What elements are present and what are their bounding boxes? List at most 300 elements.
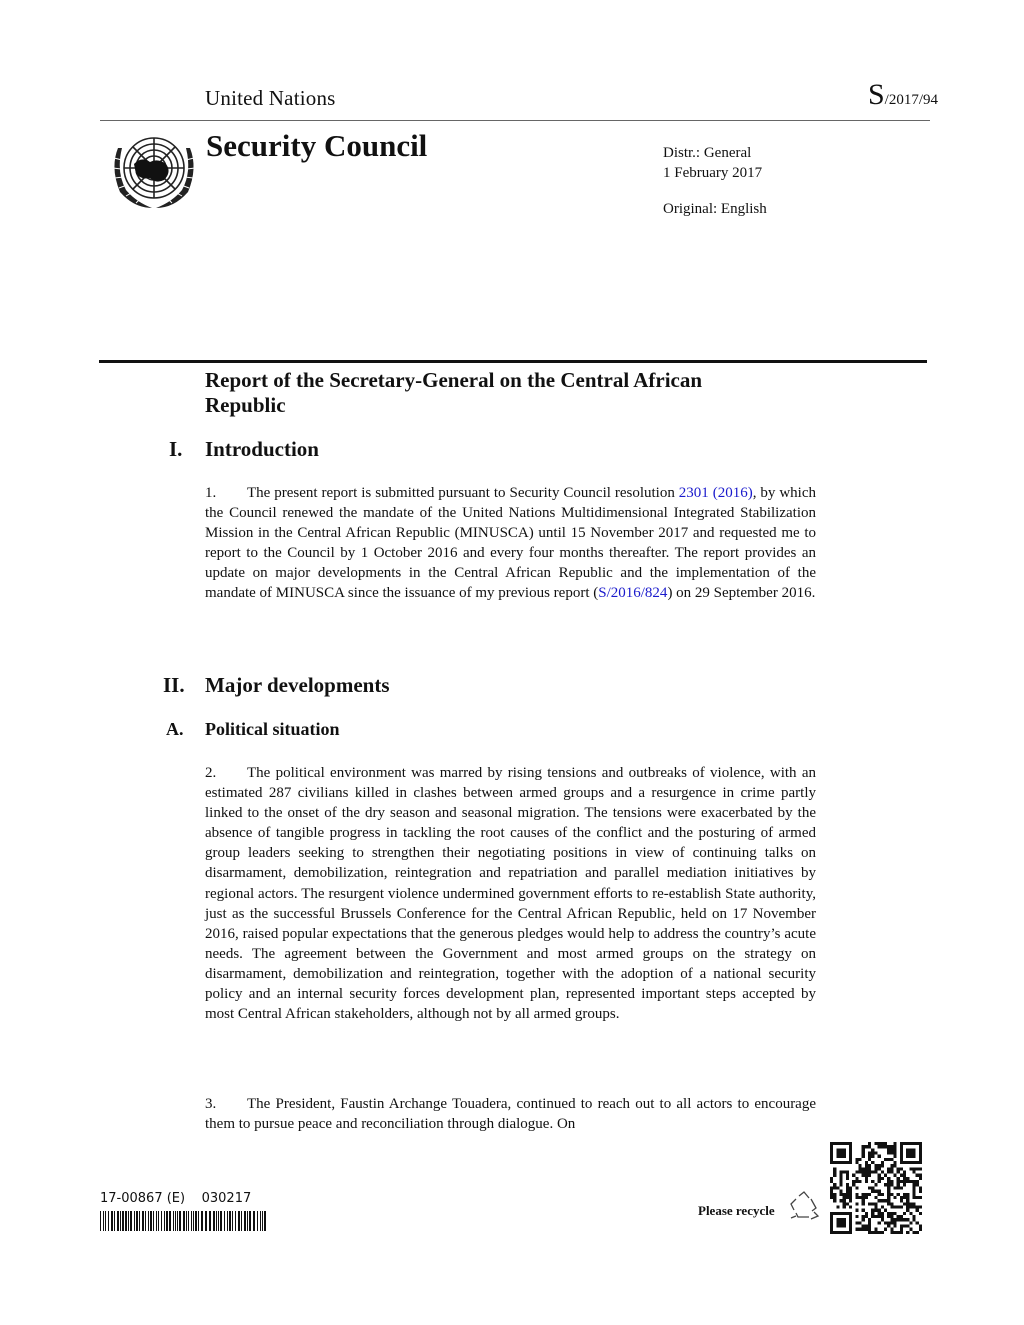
barcode-bar <box>193 1211 194 1231</box>
qr-module <box>865 1167 868 1170</box>
qr-module <box>855 1228 858 1231</box>
qr-module <box>878 1180 881 1183</box>
qr-module <box>881 1193 884 1196</box>
qr-module <box>865 1193 868 1196</box>
qr-module <box>865 1161 868 1164</box>
qr-module <box>919 1167 922 1170</box>
qr-module <box>893 1142 896 1145</box>
qr-module <box>849 1190 852 1193</box>
barcode-bar <box>153 1211 154 1231</box>
qr-module <box>900 1180 903 1183</box>
barcode-bar <box>128 1211 129 1231</box>
barcode-bar <box>188 1211 189 1231</box>
qr-module <box>909 1205 912 1208</box>
qr-module <box>919 1228 922 1231</box>
qr-module <box>840 1174 843 1177</box>
distribution: Distr.: General <box>663 145 752 161</box>
qr-module <box>903 1218 906 1221</box>
barcode-bar <box>227 1211 228 1231</box>
paragraph-text: ) on 29 September 2016. <box>667 585 816 602</box>
barcode-bar <box>257 1211 258 1231</box>
qr-module <box>906 1180 909 1183</box>
qr-module <box>897 1171 900 1174</box>
paragraph-3 <box>205 1094 816 1134</box>
barcode-bar <box>186 1211 187 1231</box>
qr-module <box>887 1148 890 1151</box>
qr-module <box>887 1199 890 1202</box>
qr-module <box>912 1171 915 1174</box>
qr-module <box>855 1161 858 1164</box>
qr-module <box>871 1209 874 1212</box>
paragraph-text: The present report is submitted pursuant to Security Council resolution <box>247 485 679 501</box>
barcode-bar <box>177 1211 178 1231</box>
barcode-bar <box>241 1211 242 1231</box>
qr-module <box>874 1205 877 1208</box>
qr-module <box>868 1202 871 1205</box>
qr-module <box>884 1228 887 1231</box>
qr-module <box>862 1228 865 1231</box>
qr-module <box>874 1196 877 1199</box>
qr-module <box>903 1180 906 1183</box>
barcode-bar <box>244 1211 246 1231</box>
qr-module <box>916 1183 919 1186</box>
qr-module <box>887 1186 890 1189</box>
barcode-bar <box>100 1211 101 1231</box>
qr-module <box>900 1174 903 1177</box>
qr-module <box>865 1196 868 1199</box>
previous-report-link[interactable]: S/2016/824 <box>598 585 668 602</box>
qr-module <box>868 1231 871 1234</box>
qr-module <box>893 1205 896 1208</box>
barcode-bar <box>145 1211 146 1231</box>
qr-module <box>871 1186 874 1189</box>
qr-module <box>890 1164 893 1167</box>
barcode-icon <box>100 1211 270 1231</box>
qr-module <box>890 1231 893 1234</box>
barcode-bar <box>235 1211 236 1231</box>
paragraph-text: The President, Faustin Archange Touadera, continued to reach out to all actors to encourage them to pursue peace and reconciliation through dialogue. On <box>205 1096 816 1133</box>
barcode-bar <box>164 1211 165 1231</box>
qr-module <box>846 1183 849 1186</box>
barcode-bar <box>120 1211 121 1231</box>
qr-module <box>900 1224 903 1227</box>
qr-module <box>862 1193 865 1196</box>
qr-module <box>862 1171 865 1174</box>
qr-module <box>865 1180 868 1183</box>
qr-module <box>846 1196 849 1199</box>
qr-module <box>906 1177 909 1180</box>
qr-module <box>855 1202 858 1205</box>
qr-module <box>919 1186 922 1189</box>
qr-module <box>916 1196 919 1199</box>
barcode-bar <box>103 1211 104 1231</box>
qr-module <box>871 1171 874 1174</box>
qr-module <box>855 1180 858 1183</box>
qr-module <box>903 1224 906 1227</box>
qr-module <box>855 1196 858 1199</box>
qr-module <box>859 1196 862 1199</box>
qr-module <box>871 1215 874 1218</box>
qr-module <box>890 1228 893 1231</box>
qr-module <box>884 1183 887 1186</box>
qr-module <box>887 1145 890 1148</box>
paragraph-2 <box>205 763 816 1024</box>
qr-module <box>884 1199 887 1202</box>
qr-module <box>890 1167 893 1170</box>
qr-module <box>871 1155 874 1158</box>
qr-module <box>840 1183 843 1186</box>
qr-module <box>855 1193 858 1196</box>
qr-module <box>887 1196 890 1199</box>
qr-module <box>874 1142 877 1145</box>
qr-module <box>881 1212 884 1215</box>
qr-module <box>919 1190 922 1193</box>
qr-module <box>887 1221 890 1224</box>
qr-module <box>906 1193 909 1196</box>
qr-module <box>912 1205 915 1208</box>
barcode-bar <box>150 1211 152 1231</box>
qr-module <box>906 1224 909 1227</box>
qr-module <box>843 1205 846 1208</box>
recycle-label: Please recycle <box>698 1203 775 1218</box>
qr-module <box>843 1193 846 1196</box>
qr-module <box>862 1174 865 1177</box>
barcode-bar <box>216 1211 217 1231</box>
qr-module <box>912 1196 915 1199</box>
qr-module <box>846 1177 849 1180</box>
qr-module <box>878 1221 881 1224</box>
qr-module <box>897 1186 900 1189</box>
qr-module <box>836 1218 846 1228</box>
qr-module <box>912 1186 915 1189</box>
qr-module <box>833 1171 836 1174</box>
qr-module <box>878 1231 881 1234</box>
barcode-bar <box>201 1211 203 1231</box>
qr-module <box>881 1205 884 1208</box>
qr-module <box>846 1190 849 1193</box>
qr-module <box>893 1174 896 1177</box>
qr-module <box>859 1158 862 1161</box>
qr-module <box>868 1218 871 1221</box>
qr-module <box>859 1180 862 1183</box>
barcode-bar <box>238 1211 240 1231</box>
qr-module <box>890 1148 893 1151</box>
qr-module <box>900 1167 903 1170</box>
qr-module <box>903 1177 906 1180</box>
qr-module <box>890 1180 893 1183</box>
qr-module <box>878 1155 881 1158</box>
qr-module <box>862 1152 865 1155</box>
issue-date: 1 February 2017 <box>663 165 763 181</box>
qr-module <box>893 1161 896 1164</box>
qr-module <box>862 1224 865 1227</box>
qr-module <box>900 1218 903 1221</box>
qr-module <box>897 1167 900 1170</box>
qr-module <box>840 1193 843 1196</box>
qr-module <box>916 1209 919 1212</box>
qr-module <box>881 1231 884 1234</box>
qr-module <box>909 1202 912 1205</box>
qr-module <box>840 1199 843 1202</box>
qr-module <box>868 1174 871 1177</box>
qr-module <box>871 1212 874 1215</box>
qr-module <box>855 1171 858 1174</box>
barcode-bar <box>169 1211 171 1231</box>
qr-module <box>855 1158 858 1161</box>
qr-module <box>862 1202 865 1205</box>
qr-module <box>881 1142 884 1145</box>
qr-module <box>878 1164 881 1167</box>
paragraph-text: The political environment was marred by rising tensions and outbreaks of violence, with an estimated 287 civilians killed in clashes between armed groups and a resurgence in crime partly linked to the onset of the dry season and seasonal migration. The tensions were exacerbated by the absence of tangible progress in tackling the root causes of the conflict and the posturing of armed group leaders seeking to strengthen their negotiating positions in view of continuing talks on disarmament, demobilization, reintegration and repatriation and parallel mediation initiatives by regional actors. The resurgent violence undermined government efforts to re-establish State authority, just as the successful Brussels Conference for the Central African Republic, held on 17 November 2016, raised popular expectations that the generous pledges would help to address the country’s acute needs. The agreement between the Government and most armed groups on the strategy on disarmament, demobilization and reintegration, together with the adoption of a national security policy and an internal security forces development plan, represented important steps accepted by most Central African stakeholders, although not by all armed groups. <box>205 765 816 1023</box>
qr-module <box>874 1152 877 1155</box>
qr-module <box>862 1218 865 1221</box>
qr-module <box>878 1193 881 1196</box>
qr-module <box>874 1171 877 1174</box>
barcode-bar <box>232 1211 233 1231</box>
qr-module <box>868 1171 871 1174</box>
qr-module <box>852 1180 855 1183</box>
qr-module <box>878 1190 881 1193</box>
qr-module <box>868 1145 871 1148</box>
barcode-bar <box>134 1211 135 1231</box>
qr-module <box>840 1190 843 1193</box>
qr-module <box>868 1155 871 1158</box>
subsection-letter: A. <box>166 719 184 739</box>
qr-module <box>830 1177 833 1180</box>
barcode-bar <box>198 1211 199 1231</box>
qr-module <box>893 1155 896 1158</box>
qr-module <box>859 1171 862 1174</box>
qr-module <box>884 1209 887 1212</box>
paragraph-number: 2. <box>205 765 217 781</box>
qr-module <box>897 1231 900 1234</box>
qr-module <box>865 1177 868 1180</box>
qr-module <box>912 1218 915 1221</box>
qr-module <box>912 1167 915 1170</box>
barcode-bar <box>136 1211 138 1231</box>
qr-module <box>868 1142 871 1145</box>
qr-module <box>890 1152 893 1155</box>
qr-module <box>884 1221 887 1224</box>
qr-module <box>881 1177 884 1180</box>
qr-module <box>878 1177 881 1180</box>
barcode-bar <box>183 1211 185 1231</box>
barcode-bar <box>253 1211 255 1231</box>
qr-module <box>909 1180 912 1183</box>
symbol-suffix: /2017/94 <box>884 92 938 108</box>
qr-module <box>868 1193 871 1196</box>
qr-module <box>897 1193 900 1196</box>
qr-module <box>916 1174 919 1177</box>
paragraph-number: 1. <box>205 485 217 501</box>
subsection-heading-political-situation: Political situation <box>205 719 340 739</box>
qr-module <box>830 1196 833 1199</box>
qr-module <box>919 1224 922 1227</box>
qr-module <box>881 1145 884 1148</box>
qr-module <box>865 1212 868 1215</box>
qr-module <box>859 1221 862 1224</box>
distribution-block <box>663 143 762 183</box>
qr-module <box>852 1183 855 1186</box>
qr-module <box>893 1164 896 1167</box>
barcode-bar <box>220 1211 222 1231</box>
qr-module <box>878 1174 881 1177</box>
qr-module <box>874 1183 877 1186</box>
qr-module <box>887 1152 890 1155</box>
resolution-link[interactable]: 2301 (2016) <box>678 485 753 501</box>
qr-module <box>912 1193 915 1196</box>
qr-module <box>919 1205 922 1208</box>
qr-module <box>849 1186 852 1189</box>
barcode-bar <box>195 1211 197 1231</box>
barcode-bar <box>224 1211 225 1231</box>
qr-module <box>906 1148 916 1158</box>
qr-module <box>846 1193 849 1196</box>
un-emblem-icon <box>106 128 202 212</box>
qr-module <box>865 1224 868 1227</box>
qr-module <box>855 1209 858 1212</box>
qr-module <box>878 1167 881 1170</box>
qr-module <box>912 1231 915 1234</box>
barcode-bar <box>111 1211 113 1231</box>
qr-module <box>893 1212 896 1215</box>
qr-module <box>900 1196 903 1199</box>
qr-module <box>884 1145 887 1148</box>
qr-module <box>887 1158 890 1161</box>
qr-module <box>862 1199 865 1202</box>
qr-module <box>849 1193 852 1196</box>
qr-module <box>884 1174 887 1177</box>
qr-module <box>862 1145 865 1148</box>
qr-module <box>878 1215 881 1218</box>
title-divider <box>99 360 927 363</box>
qr-module <box>846 1174 849 1177</box>
qr-module <box>909 1228 912 1231</box>
qr-module <box>878 1142 881 1145</box>
qr-module <box>852 1174 855 1177</box>
qr-module <box>887 1224 890 1227</box>
qr-module <box>849 1199 852 1202</box>
qr-module <box>855 1215 858 1218</box>
qr-module <box>843 1202 846 1205</box>
qr-module <box>887 1202 890 1205</box>
qr-module <box>833 1193 836 1196</box>
qr-module <box>855 1186 858 1189</box>
qr-module <box>862 1209 865 1212</box>
barcode-bar <box>105 1211 106 1231</box>
qr-module <box>862 1148 865 1151</box>
qr-module <box>846 1186 849 1189</box>
job-number: 17-00867 (E) 030217 <box>100 1191 252 1206</box>
qr-module <box>874 1202 877 1205</box>
qr-module <box>919 1174 922 1177</box>
qr-module <box>862 1155 865 1158</box>
barcode-bar <box>262 1211 263 1231</box>
barcode-bar <box>114 1211 115 1231</box>
qr-module <box>874 1190 877 1193</box>
qr-module <box>878 1209 881 1212</box>
section-heading-major-developments: Major developments <box>205 673 390 697</box>
qr-module <box>871 1231 874 1234</box>
barcode-bar <box>229 1211 231 1231</box>
qr-module <box>900 1199 903 1202</box>
qr-module <box>897 1180 900 1183</box>
qr-module <box>906 1209 909 1212</box>
paragraph-text: , by which the Council renewed the mandate of the United Nations Multidimensional Integrated Stabilization Mission in the Central African Republic (MINUSCA) until 15 November 2017 and requested me to report to the Council by 1 October 2016 and every four months thereafter. The report provides an update on major developments in the Central African Republic and the implementation of the mandate of MINUSCA since the issuance of my previous report ( <box>205 485 816 602</box>
barcode-bar <box>148 1211 149 1231</box>
qr-module <box>893 1152 896 1155</box>
qr-module <box>887 1190 890 1193</box>
qr-module <box>871 1202 874 1205</box>
barcode-bar <box>213 1211 215 1231</box>
qr-module <box>859 1164 862 1167</box>
barcode-bar <box>108 1211 109 1231</box>
barcode-bar <box>117 1211 119 1231</box>
qr-module <box>881 1171 884 1174</box>
qr-module <box>833 1174 836 1177</box>
qr-module <box>871 1190 874 1193</box>
qr-module <box>868 1152 871 1155</box>
qr-module <box>903 1193 906 1196</box>
qr-module <box>833 1167 836 1170</box>
qr-module <box>916 1221 919 1224</box>
council-name: Security Council <box>206 128 428 163</box>
barcode-bar <box>209 1211 211 1231</box>
qr-module <box>843 1171 846 1174</box>
qr-module <box>903 1171 906 1174</box>
qr-module <box>881 1218 884 1221</box>
barcode-bar <box>142 1211 144 1231</box>
qr-module <box>868 1221 871 1224</box>
qr-module <box>865 1228 868 1231</box>
qr-module <box>890 1212 893 1215</box>
qr-module <box>887 1183 890 1186</box>
qr-module <box>859 1228 862 1231</box>
qr-module <box>833 1196 836 1199</box>
paragraph-1 <box>205 483 816 604</box>
qr-module <box>893 1145 896 1148</box>
qr-module <box>862 1215 865 1218</box>
qr-module <box>890 1145 893 1148</box>
qr-module <box>893 1221 896 1224</box>
qr-module <box>843 1196 846 1199</box>
qr-module <box>859 1167 862 1170</box>
qr-module <box>893 1231 896 1234</box>
qr-module <box>868 1158 871 1161</box>
qr-module <box>893 1218 896 1221</box>
qr-module <box>919 1212 922 1215</box>
qr-module <box>862 1196 865 1199</box>
qr-module <box>897 1218 900 1221</box>
qr-module <box>878 1199 881 1202</box>
qr-module <box>897 1177 900 1180</box>
qr-module <box>865 1164 868 1167</box>
qr-module <box>874 1215 877 1218</box>
qr-module <box>862 1167 865 1170</box>
qr-module <box>909 1212 912 1215</box>
qr-module <box>881 1215 884 1218</box>
barcode-bar <box>175 1211 176 1231</box>
symbol-prefix: S <box>867 78 885 111</box>
qr-module <box>878 1212 881 1215</box>
recycle-icon <box>787 1190 821 1222</box>
qr-module <box>900 1186 903 1189</box>
qr-module <box>890 1215 893 1218</box>
qr-module <box>884 1158 887 1161</box>
qr-module <box>846 1202 849 1205</box>
qr-module <box>906 1199 909 1202</box>
qr-module <box>890 1218 893 1221</box>
